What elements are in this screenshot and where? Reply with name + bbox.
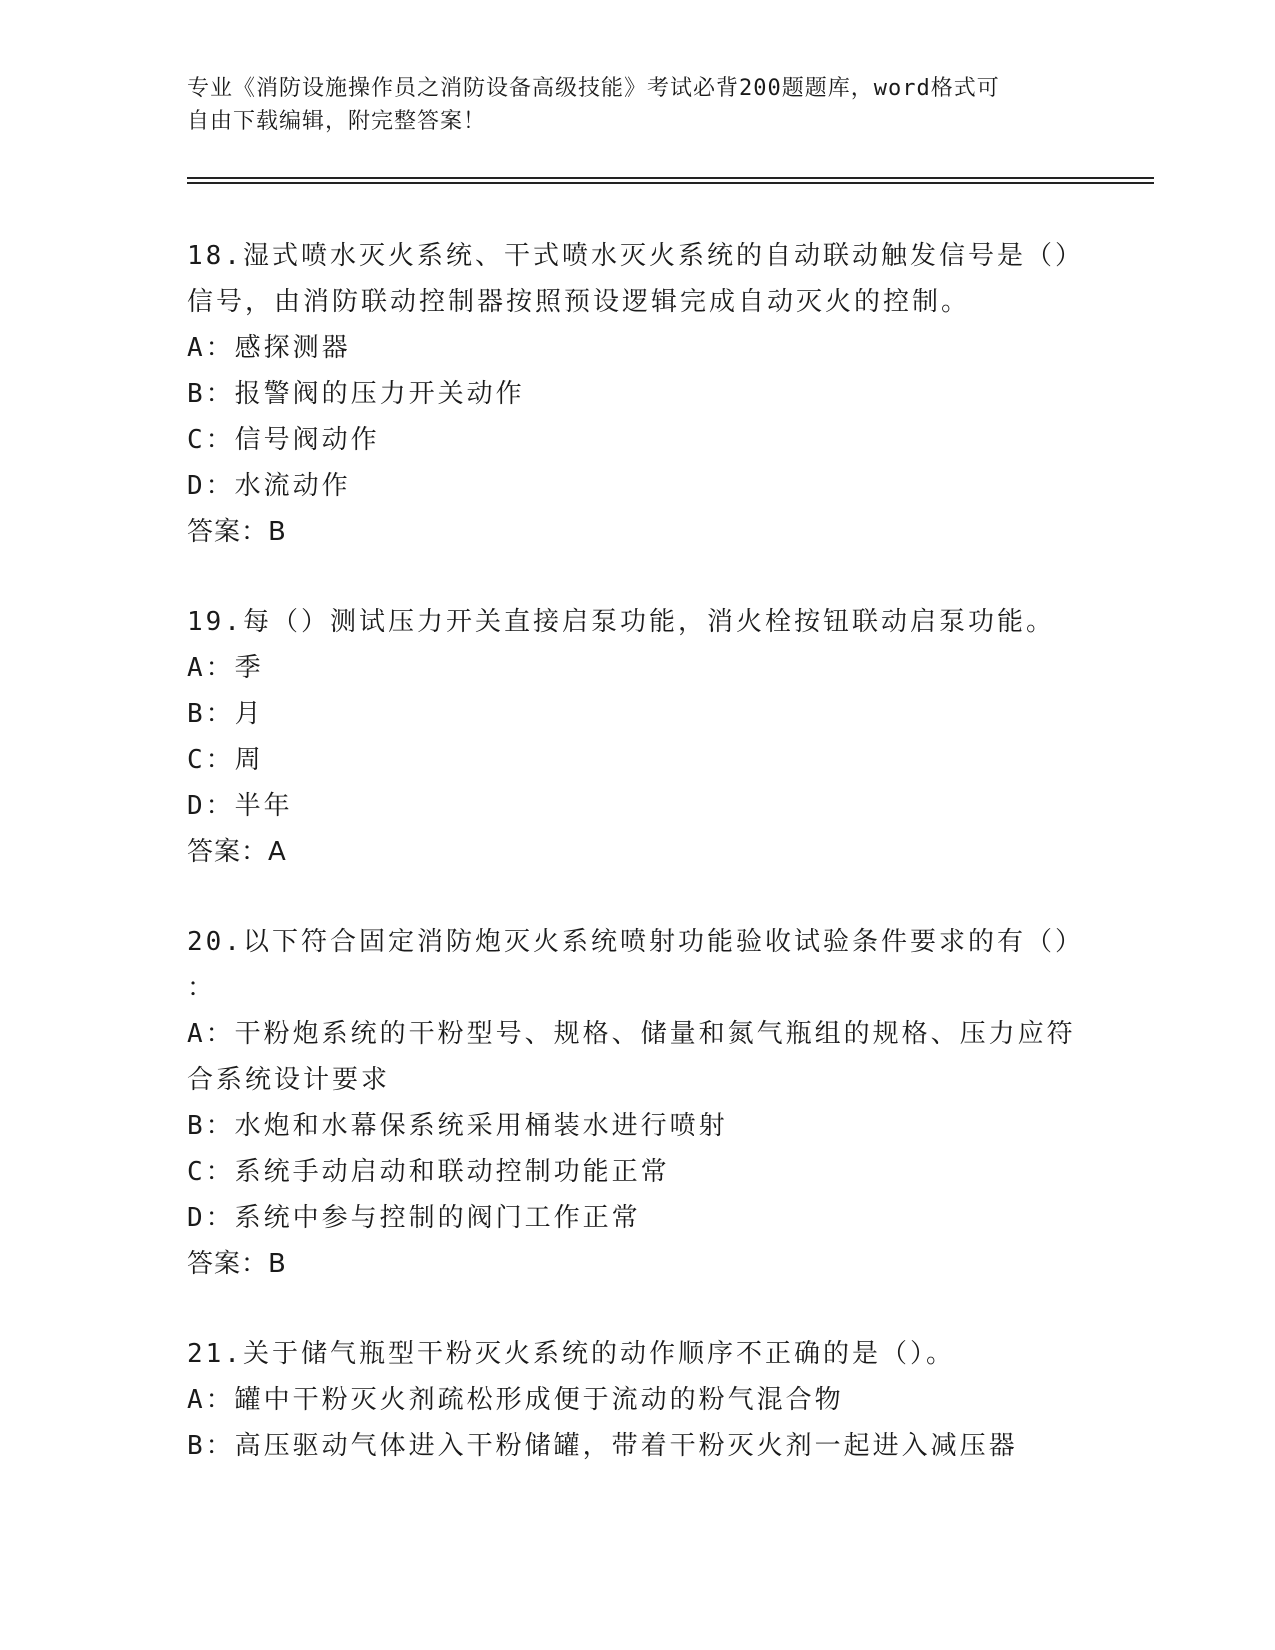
question-stem-line: 21.关于储气瓶型干粉灭火系统的动作顺序不正确的是（）。 (187, 1339, 955, 1369)
answer: 答案：B (187, 1249, 287, 1279)
option-d: D：系统中参与控制的阀门工作正常 (187, 1203, 641, 1233)
option-b: B：报警阀的压力开关动作 (187, 379, 525, 409)
header-line-1: 专业《消防设施操作员之消防设备高级技能》考试必背200题题库，word格式可 (187, 76, 1000, 101)
header-divider-top (187, 177, 1154, 179)
option-a: A：干粉炮系统的干粉型号、规格、储量和氮气瓶组的规格、压力应符 (187, 1019, 1076, 1049)
option-b: B：月 (187, 699, 264, 729)
question-stem-line: 19.每（）测试压力开关直接启泵功能，消火栓按钮联动启泵功能。 (187, 607, 1055, 637)
header-line-2: 自由下载编辑，附完整答案！ (187, 109, 487, 134)
question-stem-line: ： (187, 973, 217, 1003)
option-b: B：高压驱动气体进入干粉储罐，带着干粉灭火剂一起进入减压器 (187, 1431, 1018, 1461)
question-stem-line: 18.湿式喷水灭火系统、干式喷水灭火系统的自动联动触发信号是（） (187, 241, 1084, 271)
option-a: A：罐中干粉灭火剂疏松形成便于流动的粉气混合物 (187, 1385, 844, 1415)
header-divider-bottom (187, 182, 1154, 184)
question-stem-line: 20.以下符合固定消防炮灭火系统喷射功能验收试验条件要求的有（） (187, 927, 1084, 957)
question-21 (187, 1331, 1087, 1469)
option-b: B：水炮和水幕保系统采用桶装水进行喷射 (187, 1111, 728, 1141)
question-19 (187, 599, 1087, 875)
question-18 (187, 233, 1087, 555)
document-header (187, 72, 1087, 138)
option-c: C：系统手动启动和联动控制功能正常 (187, 1157, 670, 1187)
option-a-continued: 合系统设计要求 (187, 1065, 391, 1095)
answer: 答案：B (187, 517, 287, 547)
option-c: C：信号阀动作 (187, 425, 380, 455)
option-c: C：周 (187, 745, 264, 775)
option-a: A：季 (187, 653, 264, 683)
question-stem-line: 信号，由消防联动控制器按照预设逻辑完成自动灭火的控制。 (187, 287, 971, 317)
option-d: D：水流动作 (187, 471, 351, 501)
question-20 (187, 919, 1087, 1287)
answer: 答案：A (187, 837, 287, 867)
option-a: A：感探测器 (187, 333, 351, 363)
option-d: D：半年 (187, 791, 293, 821)
question-list (187, 233, 1087, 1513)
